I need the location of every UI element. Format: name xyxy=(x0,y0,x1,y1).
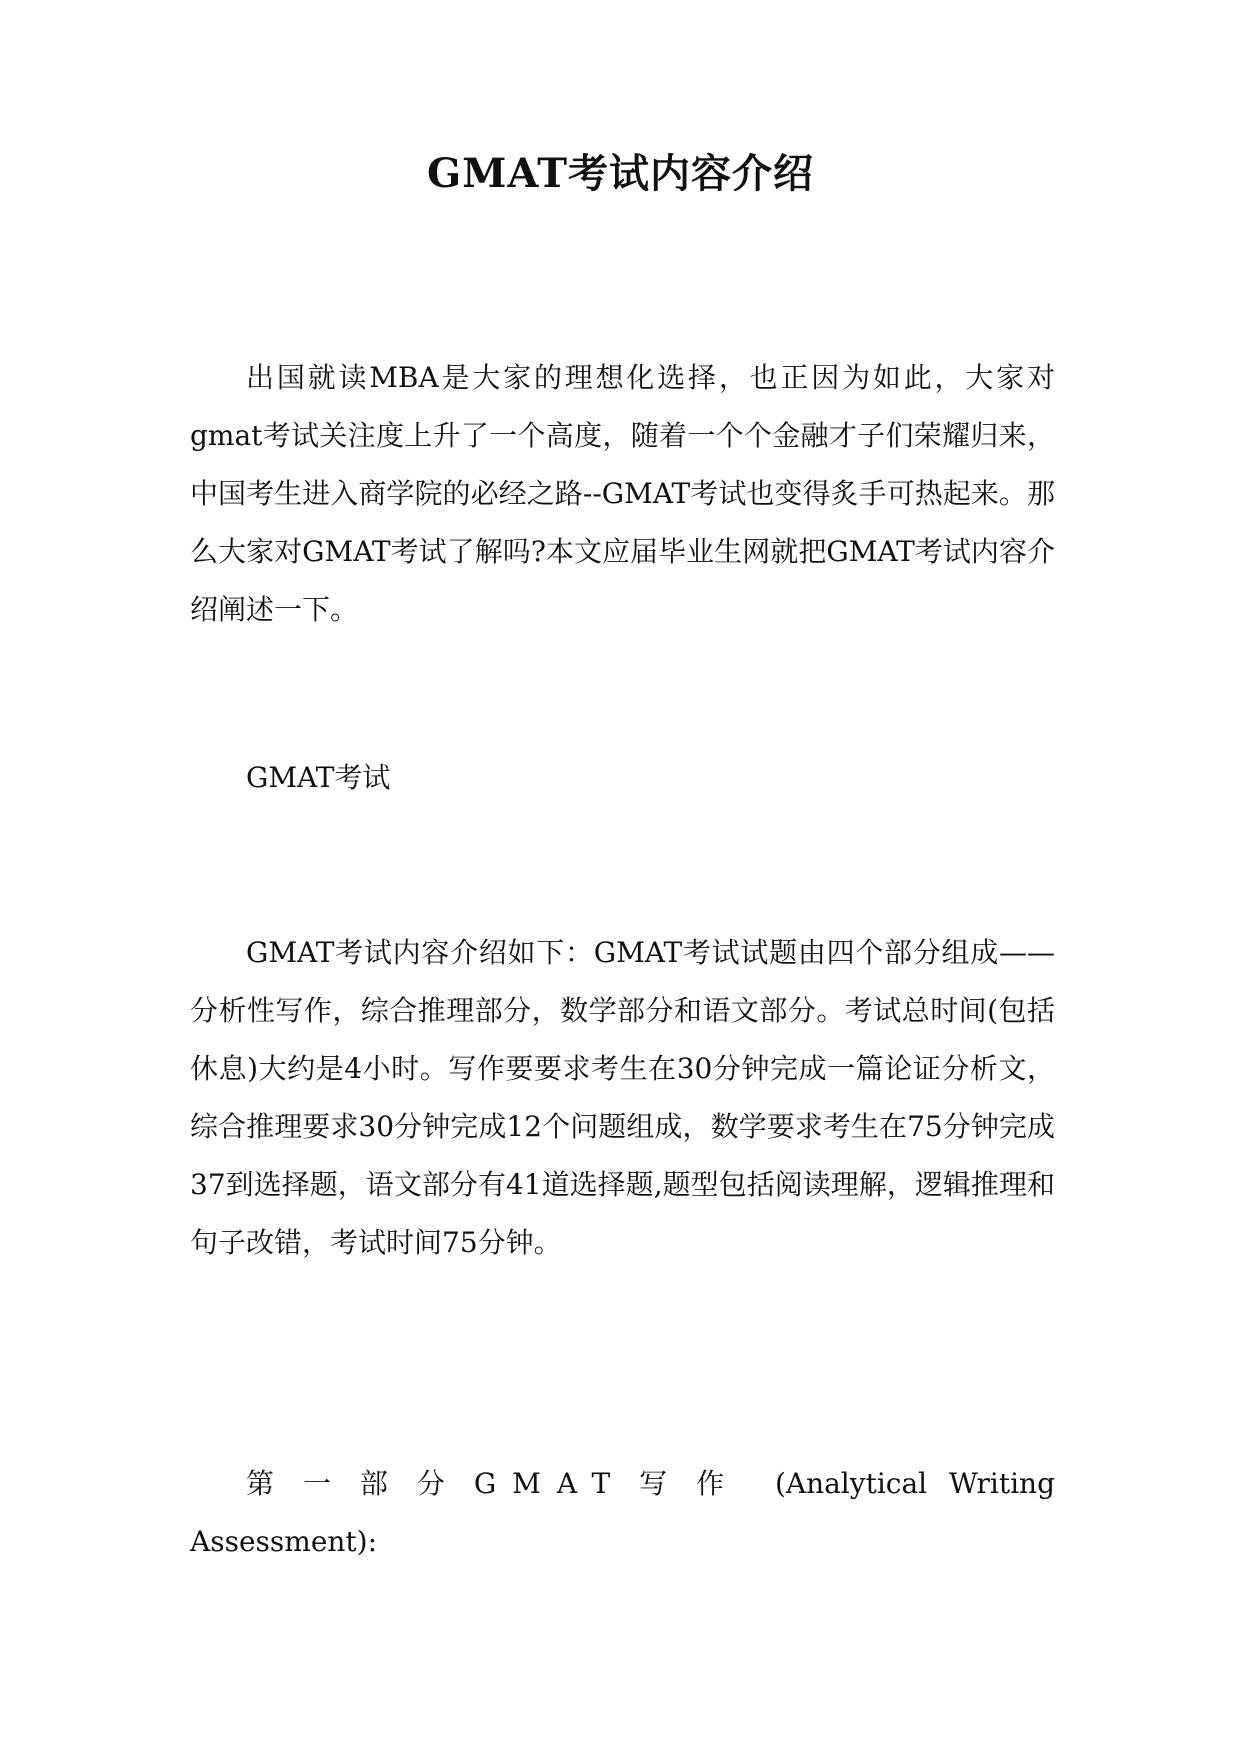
intro-paragraph: 出国就读MBA是大家的理想化选择，也正因为如此，大家对gmat考试关注度上升了一个高度，随着一个个金融才子们荣耀归来，中国考生进入商学院的必经之路--GMAT考试也变得炙手可热起来。那么大家对GMAT考试了解吗?本文应届毕业生网就把GMAT考试内容介绍阐述一下。 xyxy=(190,361,1055,626)
part1-label: 第一部分GMAT写作 xyxy=(246,1467,754,1500)
content-paragraph: GMAT考试内容介绍如下：GMAT考试试题由四个部分组成——分析性写作，综合推理部分，数学部分和语文部分。考试总时间(包括休息)大约是4小时。写作要要求考生在30分钟完成一篇论证分析文，综合推理要求30分钟完成12个问题组成，数学要求考生在75分钟完成37到选择题，语文部分有41道选择题,题型包括阅读理解，逻辑推理和句子改错，考试时间75分钟。 xyxy=(190,936,1055,1259)
section-heading: GMAT考试 xyxy=(246,761,391,794)
part1-heading-paragraph xyxy=(190,1455,1055,1571)
part1-english-title: (Analytical Writing Assessment): xyxy=(190,1467,1055,1558)
document-title: GMAT考试内容介绍 xyxy=(426,150,815,197)
